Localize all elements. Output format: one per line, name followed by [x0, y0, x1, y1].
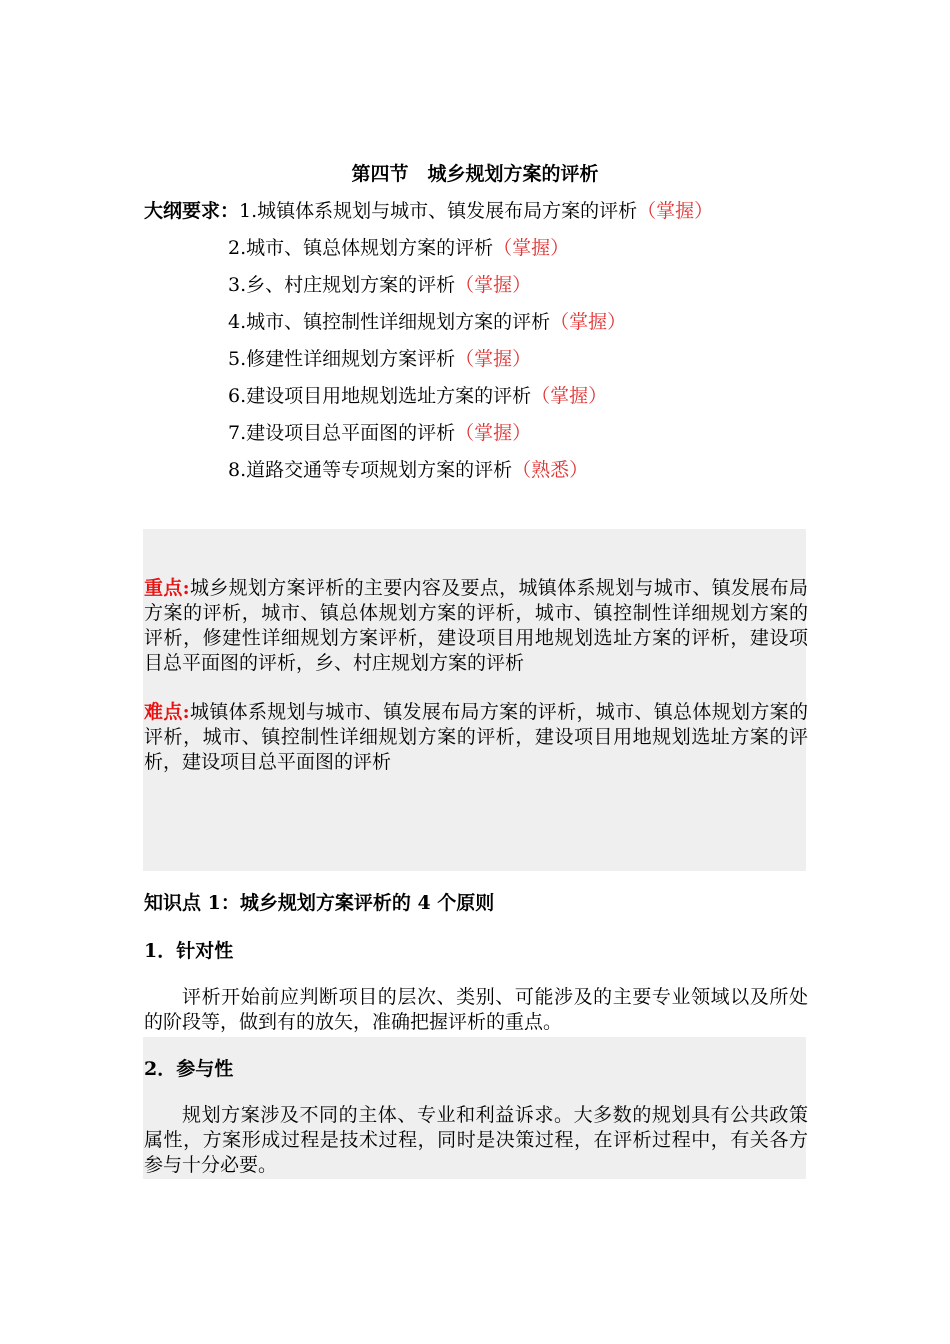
- key-points-label: 重点:: [144, 577, 190, 599]
- mastery-level: （掌握）: [455, 422, 532, 444]
- mastery-level: （掌握）: [455, 274, 532, 296]
- outline-item: [144, 418, 824, 455]
- outline-item: [144, 455, 824, 492]
- outline-item-text: 8.道路交通等专项规划方案的评析: [228, 459, 513, 481]
- outline-item: [144, 270, 824, 307]
- outline-item-text: 1.城镇体系规划与城市、镇发展布局方案的评析: [239, 200, 638, 222]
- key-points-paragraph: [144, 576, 808, 676]
- outline-item: [144, 344, 824, 381]
- outline-item: [144, 381, 824, 418]
- outline-item-text: 7.建设项目总平面图的评析: [228, 422, 456, 444]
- outline-item-text: 5.修建性详细规划方案评析: [228, 348, 456, 370]
- difficult-points-label: 难点:: [144, 701, 190, 723]
- mastery-level: （掌握）: [531, 385, 608, 407]
- outline-item-text: 6.建设项目用地规划选址方案的评析: [228, 385, 532, 407]
- key-points-text: 城乡规划方案评析的主要内容及要点，城镇体系规划与城市、镇发展布局方案的评析，城市、镇总体规划方案的评析，城市、镇控制性详细规划方案的评析，修建性详细规划方案评析，建设项目用地规划选址方案的评析，建设项目总平面图的评析，乡、村庄规划方案的评析: [144, 577, 808, 674]
- outline-requirements: [144, 196, 824, 492]
- outline-item: [144, 233, 824, 270]
- mastery-level: （掌握）: [493, 237, 570, 259]
- outline-item-text: 2.城市、镇总体规划方案的评析: [228, 237, 494, 259]
- principle-heading: 2．参与性: [144, 1058, 234, 1080]
- mastery-level: （掌握）: [637, 200, 714, 222]
- mastery-level: （熟悉）: [512, 459, 589, 481]
- outline-item-text: 3.乡、村庄规划方案的评析: [228, 274, 456, 296]
- knowledge-point-title: 知识点 1：城乡规划方案评析的 4 个原则: [144, 892, 495, 914]
- outline-label: 大纲要求：: [144, 200, 240, 222]
- principle-body: 评析开始前应判断项目的层次、类别、可能涉及的主要专业领域以及所处的阶段等，做到有的放矢，准确把握评析的重点。: [144, 986, 808, 1033]
- outline-item-text: 4.城市、镇控制性详细规划方案的评析: [228, 311, 551, 333]
- difficult-points-text: 城镇体系规划与城市、镇发展布局方案的评析，城市、镇总体规划方案的评析，城市、镇控制性详细规划方案的评析，建设项目用地规划选址方案的评析，建设项目总平面图的评析: [144, 701, 808, 773]
- outline-item: [144, 196, 824, 233]
- mastery-level: （掌握）: [550, 311, 627, 333]
- difficult-points-paragraph: [144, 700, 808, 775]
- page-title: 第四节 城乡规划方案的评析: [351, 163, 599, 185]
- principle-heading: 1．针对性: [144, 940, 234, 962]
- outline-item: [144, 307, 824, 344]
- mastery-level: （掌握）: [455, 348, 532, 370]
- principle-body: 规划方案涉及不同的主体、专业和利益诉求。大多数的规划具有公共政策属性，方案形成过程是技术过程，同时是决策过程，在评析过程中，有关各方参与十分必要。: [144, 1104, 808, 1176]
